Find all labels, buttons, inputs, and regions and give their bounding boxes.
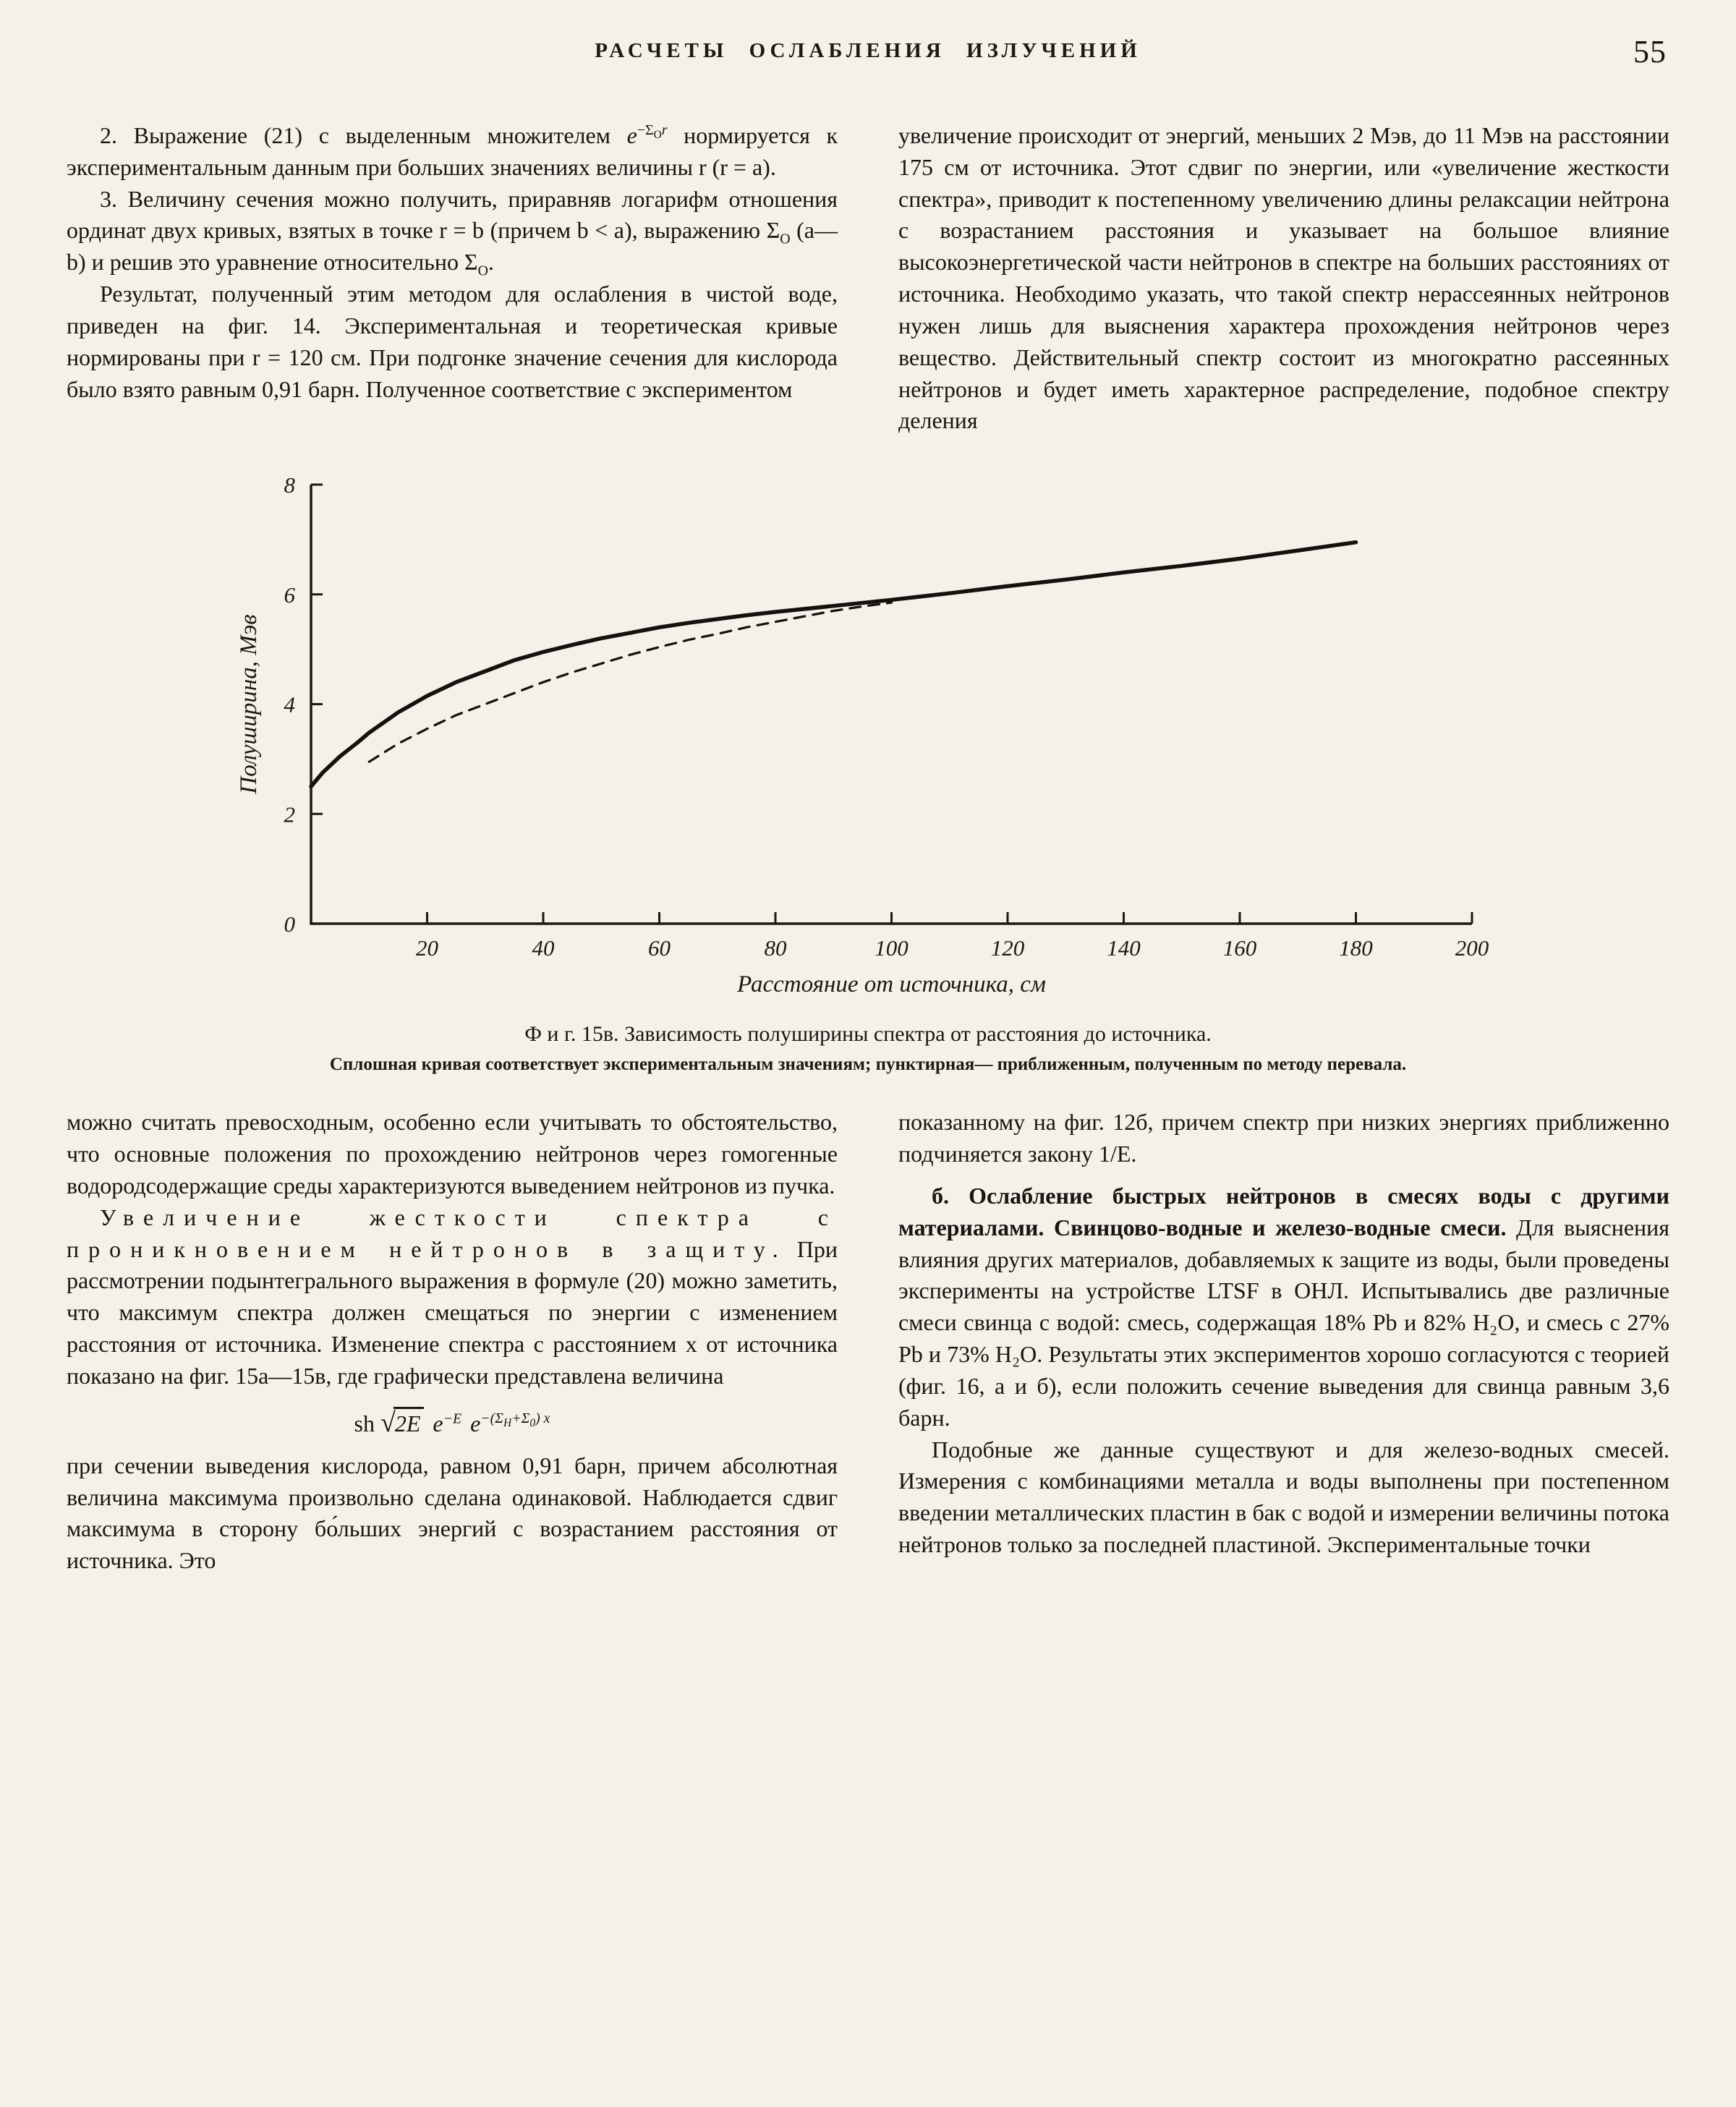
formula-exp1: −E — [443, 1410, 462, 1427]
paragraph-iron-water: Подобные же данные существуют и для железо-водных смесей. Измерения с комбинациями металла и воды выполнены при постепенном введении металлических пластин в бак с водой и измерении величины потока нейтронов только за последней пластиной. Экспериментальные точки — [898, 1436, 1669, 1558]
x-tick-label: 100 — [875, 935, 909, 961]
figure-15v — [67, 466, 1669, 1076]
paragraph-continuation: увеличение происходит от энергий, меньших 2 Мэв, до 11 Мэв на расстоянии 175 см от источника. Этот сдвиг по энергии, или «увеличение жесткости спектра», приводит к постепенному увеличению длины релаксации нейтрона с возрастанием расстояния и указывает на большое влияние высокоэнергетической части нейтронов в спектре на больших расстояниях от источника. Необходимо указать, что такой спектр нерассеянных нейтронов нужен лишь для выяснения характера прохождения нейтронов через вещество. Действительный спектр состоит из многократно рассеянных нейтронов и будет иметь характерное распределение, подобное спектру деления — [898, 122, 1669, 434]
paragraph-item-3 — [67, 184, 838, 278]
x-tick-label: 200 — [1455, 935, 1489, 961]
paragraph-hardening — [67, 1202, 838, 1392]
page-number: 55 — [1633, 34, 1667, 69]
text-run: ) x — [535, 1410, 550, 1427]
x-tick-label: 80 — [764, 935, 787, 961]
subscript-O: O — [477, 263, 488, 279]
text-run: +Σ — [511, 1410, 530, 1427]
figure-caption-label: Ф и г. 15в. — [524, 1022, 619, 1047]
dashed-curve — [369, 603, 891, 762]
y-tick-label: 6 — [284, 582, 295, 608]
running-head: РАСЧЕТЫ ОСЛАБЛЕНИЯ ИЗЛУЧЕНИЙ — [595, 39, 1141, 62]
paragraph-item-2 — [67, 120, 838, 184]
x-axis-label: Расстояние от источника, см — [737, 971, 1046, 998]
text-run: −Σ — [637, 122, 654, 139]
text-run: При рассмотрении подынтегрального выражения в формуле (20) можно заметить, что максимум спектра должен смещаться по энергии с изменением расстояния от источника. Изменение спектра с расстоянием x от источника показано на фиг. 15а—15в, где графически представлена величина — [67, 1235, 838, 1389]
y-tick-label: 0 — [284, 911, 295, 937]
text-run: −(Σ — [480, 1410, 504, 1427]
text-run: нормируется к экспериментальным данным при больших значениях величины r (r = a). — [67, 122, 838, 180]
subscript-O: O — [653, 129, 662, 142]
paragraph-result: Результат, полученный этим методом для ослабления в чистой воде, приведен на фиг. 14. Экспериментальная и теоретическая кривые нормированы при r = 120 см. При подгонке значение сечения для кислорода было взято равным 0,91 барн. Полученное соответствие с экспериментом — [67, 281, 838, 402]
inline-formula — [67, 1404, 838, 1442]
x-tick-label: 40 — [532, 935, 555, 961]
formula-e2: e — [470, 1410, 481, 1436]
y-axis-label: Полуширина, Мэв — [236, 614, 262, 794]
text-run: Для выяснения влияния других материалов, добавляемых к защите из воды, были проведены эксперименты на устройстве LTSF в ОНЛ. Испытывались две различные смеси свинца с водой: смесь, содержащая 18% Pb и 82% H₂O, и смесь с 27% Pb и 73% H₂O. Результаты этих экспериментов хорошо согласуются с теорией (фиг. 16, а и б), если положить сечение выведения для свинца равным 3,6 барн. — [898, 1214, 1669, 1431]
bottom-text-block — [67, 1107, 1669, 1577]
paragraph-continuation: показанному на фиг. 12б, причем спектр при низких энергиях приближенно подчиняется закону 1/E. — [898, 1109, 1669, 1167]
chart-container — [231, 466, 1505, 1005]
figure-caption — [67, 1022, 1669, 1047]
top-right-column — [898, 120, 1669, 437]
paragraph-continuation: можно считать превосходным, особенно если учитывать то обстоятельство, что основные положения по прохождению нейтронов через гомогенные водородсодержащие среды характеризуются выведением нейтронов из пучка. — [67, 1109, 838, 1199]
x-tick-label: 120 — [990, 935, 1025, 961]
emphasized-run: Увеличение жесткости спектра с проникновением нейтронов в защиту. — [67, 1204, 838, 1262]
x-tick-label: 20 — [416, 935, 438, 961]
section-heading-run: б. Ослабление быстрых нейтронов в смесях воды с другими материалами. Свинцово-водные и железо-водные смеси. — [898, 1182, 1669, 1240]
text-run: (a—b) и решив это уравнение относительно Σ — [67, 217, 838, 276]
figure-subcaption: Сплошная кривая соответствует экспериментальным значениям; пунктирная— приближенным, полученным по методу перевала. — [329, 1055, 1407, 1075]
solid-curve — [311, 542, 1356, 787]
x-tick-label: 180 — [1339, 935, 1373, 961]
x-tick-label: 60 — [648, 935, 671, 961]
bottom-right-column — [898, 1107, 1669, 1577]
text-run: e — [626, 122, 637, 148]
subscript-H: H — [503, 1417, 512, 1430]
figure-15v-chart — [231, 466, 1505, 1005]
text-run: 3. Величину сечения можно получить, приравняв логарифм отношения ординат двух кривых, взятых в точке r = b (причем b < a), выражению Σ — [67, 185, 838, 244]
figure-caption-text: Зависимость полуширины спектра от расстояния до источника. — [618, 1022, 1212, 1047]
subscript-O: O — [780, 231, 791, 247]
x-tick-label: 140 — [1107, 935, 1141, 961]
formula-e1: e — [433, 1410, 443, 1436]
radical-sign: √ — [380, 1407, 396, 1438]
y-tick-label: 2 — [284, 801, 295, 827]
exponent — [637, 122, 668, 142]
text-run: . — [488, 249, 494, 276]
text-run: 2. Выражение (21) с выделенным множителем — [100, 122, 627, 148]
top-left-column — [67, 120, 838, 437]
top-text-block — [67, 120, 1669, 437]
y-tick-label: 8 — [284, 472, 295, 498]
formula-sh: sh — [354, 1410, 380, 1436]
x-tick-label: 160 — [1222, 935, 1257, 961]
formula-radicand: 2E — [393, 1407, 425, 1436]
bottom-left-column — [67, 1107, 838, 1577]
formula-exp2 — [480, 1410, 550, 1430]
y-tick-label: 4 — [284, 691, 295, 718]
text-run: r — [661, 122, 668, 139]
paragraph-section-b — [898, 1180, 1669, 1434]
page-header — [67, 34, 1669, 80]
paragraph-continuation: при сечении выведения кислорода, равном 0,91 барн, причем абсолютная величина максимума произвольно сделана одинаковой. Наблюдается сдвиг максимума в сторону бо́льших энергий с возрастанием расстояния от источника. Это — [67, 1452, 838, 1574]
subscript-0: 0 — [529, 1417, 536, 1430]
